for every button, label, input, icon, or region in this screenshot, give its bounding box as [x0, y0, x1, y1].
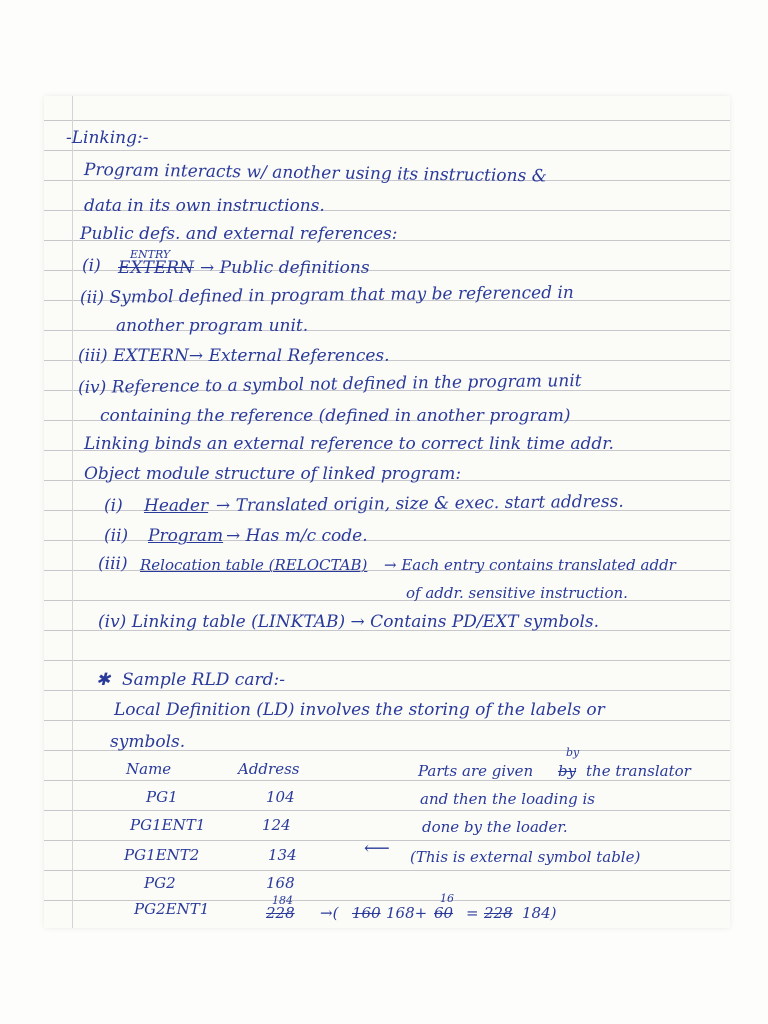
left-arrow-icon: ⟵: [364, 838, 390, 859]
table-cell-address: 134: [268, 846, 297, 864]
calc-text: 184): [522, 904, 557, 922]
struck-word: EXTERN: [118, 258, 194, 278]
note-line: symbols.: [110, 732, 186, 752]
heading-linking: -Linking:-: [66, 128, 149, 148]
column-header-address: Address: [238, 760, 300, 778]
side-note-superscript: by: [566, 746, 580, 759]
ruled-line: [44, 660, 730, 661]
ruled-line: [44, 120, 730, 121]
ruled-line: [44, 720, 730, 721]
table-cell-name: PG2: [144, 874, 176, 892]
ruled-line: [44, 690, 730, 691]
structure-title: Program: [148, 526, 224, 546]
note-line: → Public definitions: [200, 258, 370, 278]
note-line: Program interacts w/ another using its instructions &: [83, 160, 547, 187]
calc-struck: 60: [434, 904, 454, 922]
structure-title: Header: [144, 496, 209, 516]
item-number: (i): [104, 496, 123, 516]
note-line: containing the reference (defined in another program): [100, 406, 571, 426]
calc-text: 168+: [386, 904, 428, 922]
calc-superscript: 16: [440, 892, 454, 905]
entry-superscript: ENTRY: [130, 248, 171, 261]
ruled-line: [44, 150, 730, 151]
ruled-line: [44, 780, 730, 781]
side-note-struck: by: [558, 762, 577, 780]
table-cell-address: 124: [262, 816, 291, 834]
structure-title: Relocation table (RELOCTAB): [140, 556, 368, 574]
note-line: Object module structure of linked program:: [84, 464, 462, 484]
side-note: Parts are given: [418, 762, 534, 780]
side-note: (This is external symbol table): [410, 848, 641, 866]
calc-equals: =: [466, 904, 479, 922]
side-note: and then the loading is: [420, 790, 595, 808]
note-line: → Translated origin, size & exec. start address.: [215, 491, 624, 516]
note-line: data in its own instructions.: [84, 196, 325, 216]
side-note: done by the loader.: [422, 818, 568, 836]
calc-struck: 160: [352, 904, 381, 922]
table-cell-name: PG1: [146, 788, 178, 806]
table-cell-address: 104: [266, 788, 295, 806]
note-line: (iii) EXTERN→ External References.: [78, 346, 390, 366]
table-cell-name: PG2ENT1: [134, 900, 210, 918]
item-number: (i): [82, 256, 101, 276]
note-line: (iv) Reference to a symbol not defined in the program unit: [77, 370, 582, 398]
ruled-line: [44, 810, 730, 811]
note-line: → Each entry contains translated addr: [384, 556, 676, 574]
item-number: (ii): [104, 526, 129, 546]
rld-title: Sample RLD card:-: [122, 670, 285, 690]
note-line: Linking binds an external reference to correct link time addr.: [84, 434, 614, 454]
note-line: another program unit.: [116, 316, 309, 336]
margin-line: [72, 96, 73, 928]
table-cell-name: PG1ENT1: [130, 816, 206, 834]
ruled-line: [44, 540, 730, 541]
calc-struck: 228: [484, 904, 513, 922]
note-line: (iv) Linking table (LINKTAB) → Contains PD/EXT symbols.: [98, 612, 600, 632]
ruled-line: [44, 870, 730, 871]
table-cell-address: 184: [272, 894, 293, 907]
note-line: Local Definition (LD) involves the storing of the labels or: [114, 700, 605, 720]
table-cell-address: 168: [266, 874, 295, 892]
star-bullet: ✱: [96, 670, 111, 690]
calc-open: →(: [320, 904, 339, 922]
struck-address: 228: [266, 904, 295, 922]
note-line: Public defs. and external references:: [80, 224, 398, 244]
column-header-name: Name: [126, 760, 172, 778]
item-number: (iii): [98, 554, 128, 574]
note-line: (ii) Symbol defined in program that may be referenced in: [79, 282, 574, 308]
side-note: the translator: [586, 762, 691, 780]
table-cell-name: PG1ENT2: [124, 846, 200, 864]
note-line: → Has m/c code.: [226, 526, 368, 546]
note-line: of addr. sensitive instruction.: [406, 584, 628, 602]
